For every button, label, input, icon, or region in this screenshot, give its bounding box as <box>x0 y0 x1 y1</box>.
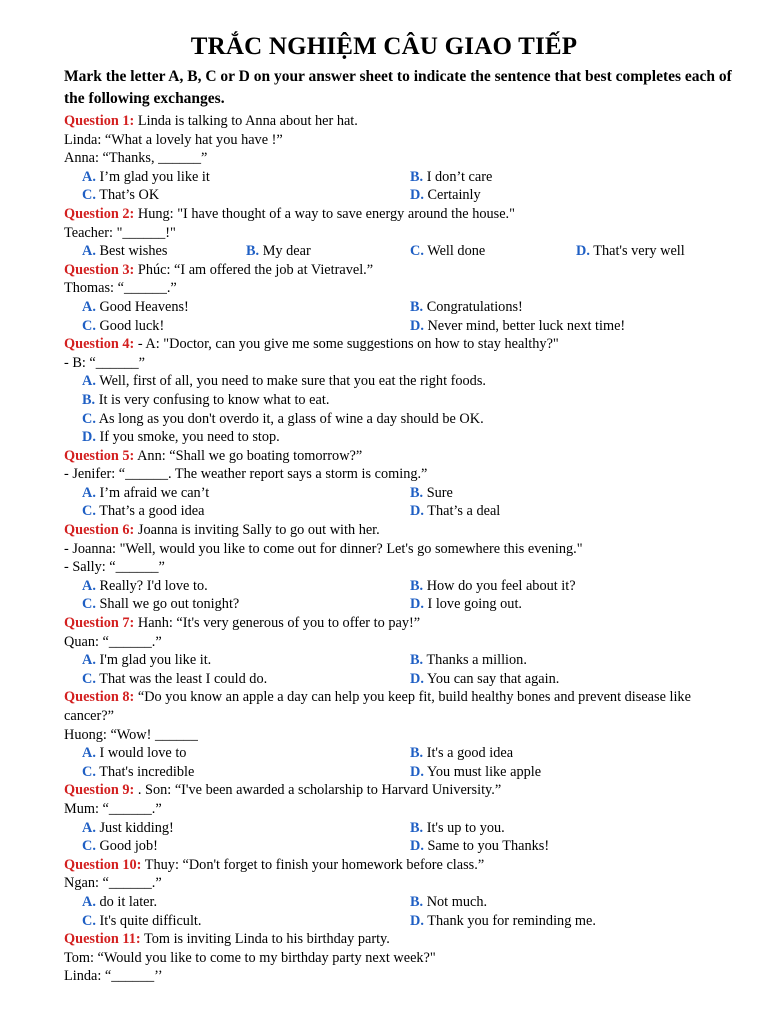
option-text: Never mind, better luck next time! <box>423 317 626 334</box>
dialogue-line: Tom: “Would you like to come to my birthday party next week?" <box>64 949 436 966</box>
option-letter: B. <box>410 484 424 501</box>
option-a[interactable] <box>82 819 174 838</box>
option-letter: A. <box>82 373 96 390</box>
question-label: Question 7: <box>64 615 135 632</box>
option-letter: C. <box>82 838 96 855</box>
option-text: You must like apple <box>423 763 542 780</box>
option-letter: A. <box>82 577 96 594</box>
dialogue-line: - Jenifer: “______. The weather report says a storm is coming.” <box>64 466 428 483</box>
dialogue-line: Quan: “______.” <box>64 633 162 650</box>
option-text: It's quite difficult. <box>95 912 202 929</box>
option-letter: A. <box>82 893 96 910</box>
option-text: If you smoke, you need to stop. <box>95 429 280 446</box>
option-letter: D. <box>410 763 424 780</box>
option-c[interactable] <box>82 186 159 205</box>
option-letter: C. <box>82 596 96 613</box>
option-letter: D. <box>410 187 424 204</box>
option-letter: A. <box>82 484 96 501</box>
option-letter: C. <box>82 912 96 929</box>
option-a[interactable] <box>82 744 186 763</box>
option-letter: B. <box>410 652 424 669</box>
option-letter: A. <box>82 652 96 669</box>
option-text: It's a good idea <box>423 745 514 762</box>
option-b[interactable] <box>82 391 329 410</box>
option-letter: C. <box>82 187 96 204</box>
question-1 <box>0 112 768 205</box>
option-text: That’s a good idea <box>95 503 205 520</box>
option-text: Best wishes <box>95 243 168 260</box>
question-label: Question 8: <box>64 689 135 706</box>
option-d[interactable] <box>410 763 541 782</box>
option-text: As long as you don't overdo it, a glass of wine a day should be OK. <box>95 410 484 427</box>
option-text: I’m afraid we can’t <box>95 484 210 501</box>
option-a[interactable] <box>82 577 208 596</box>
option-letter: A. <box>82 298 96 315</box>
option-text: It's up to you. <box>423 819 505 836</box>
option-c[interactable] <box>82 670 267 689</box>
option-text: I love going out. <box>423 596 522 613</box>
option-b[interactable] <box>410 484 453 503</box>
question-label: Question 9: <box>64 782 135 799</box>
question-text: Thuy: “Don't forget to finish your homework before class.” <box>141 856 485 873</box>
option-letter: B. <box>82 391 96 408</box>
option-text: I'm glad you like it. <box>95 652 212 669</box>
option-b[interactable] <box>410 893 487 912</box>
option-d[interactable] <box>410 317 625 336</box>
question-text: Linda is talking to Anna about her hat. <box>134 113 358 129</box>
option-text: Shall we go out tonight? <box>95 596 240 613</box>
option-a[interactable] <box>82 298 189 317</box>
option-b[interactable] <box>410 577 576 596</box>
question-2 <box>0 205 768 261</box>
dialogue-line: Huong: “Wow! ______ <box>64 726 198 743</box>
option-text: My dear <box>259 243 311 260</box>
option-letter: B. <box>410 819 424 836</box>
option-b[interactable] <box>410 819 505 838</box>
option-text: Same to you Thanks! <box>423 838 550 855</box>
question-label: Question 5: <box>64 447 135 464</box>
dialogue-line: Thomas: “______.” <box>64 280 177 297</box>
dialogue-line: - Sally: “______” <box>64 559 165 576</box>
option-text: Thanks a million. <box>423 652 527 669</box>
option-letter: D. <box>410 596 424 613</box>
option-letter: D. <box>410 317 424 334</box>
dialogue-line: Teacher: "______!" <box>64 224 176 241</box>
question-label: Question 1: <box>64 113 135 129</box>
option-letter: B. <box>410 745 424 762</box>
option-a[interactable] <box>82 893 157 912</box>
option-a[interactable] <box>82 484 209 503</box>
question-5 <box>0 447 768 521</box>
option-letter: D. <box>410 503 424 520</box>
question-8 <box>0 688 768 781</box>
option-b[interactable] <box>410 651 527 670</box>
option-text: Really? I'd love to. <box>95 577 208 594</box>
question-11 <box>0 930 768 986</box>
option-text: Thank you for reminding me. <box>423 912 596 929</box>
dialogue-line: Linda: “______’’ <box>64 968 163 985</box>
page-title: TRẮC NGHIỆM CÂU GIAO TIẾP <box>190 33 578 60</box>
option-letter: C. <box>82 317 96 334</box>
option-text: That’s a deal <box>423 503 501 520</box>
option-letter: B. <box>410 298 424 315</box>
option-text: I would love to <box>95 745 187 762</box>
option-text: Not much. <box>423 893 488 910</box>
option-letter: B. <box>410 577 424 594</box>
option-text: Good job! <box>95 838 158 855</box>
option-c[interactable] <box>82 912 201 931</box>
option-text: That's incredible <box>95 763 195 780</box>
option-text: Congratulations! <box>423 298 523 315</box>
option-letter: C. <box>82 670 96 687</box>
option-b[interactable] <box>246 242 311 261</box>
option-c[interactable] <box>82 837 158 856</box>
option-d[interactable] <box>410 670 559 689</box>
option-text: do it later. <box>95 893 158 910</box>
option-letter: A. <box>82 819 96 836</box>
option-letter: C. <box>82 503 96 520</box>
option-letter: B. <box>246 243 260 260</box>
option-text: How do you feel about it? <box>423 577 576 594</box>
question-label: Question 11: <box>64 931 141 948</box>
dialogue-line: Linda: “What a lovely hat you have !” <box>64 131 283 148</box>
option-d[interactable] <box>410 912 596 931</box>
dialogue-line: Ngan: “______.” <box>64 875 162 892</box>
option-letter: D. <box>410 838 424 855</box>
option-b[interactable] <box>410 298 523 317</box>
question-text: Hung: "I have thought of a way to save energy around the house." <box>134 205 515 222</box>
option-d[interactable] <box>576 242 685 261</box>
option-text: Well done <box>423 243 486 260</box>
option-text: That’s OK <box>95 187 160 204</box>
dialogue-line: - B: “______” <box>64 354 145 371</box>
question-text: . Son: “I've been awarded a scholarship to Harvard University.” <box>134 782 502 799</box>
option-text: I’m glad you like it <box>95 168 210 185</box>
option-text: Just kidding! <box>95 819 174 836</box>
question-label: Question 2: <box>64 205 135 222</box>
question-4 <box>0 335 768 447</box>
option-c[interactable] <box>82 595 239 614</box>
option-text: You can say that again. <box>423 670 560 687</box>
option-text: Sure <box>423 484 453 501</box>
option-d[interactable] <box>410 502 500 521</box>
option-letter: A. <box>82 243 96 260</box>
option-a[interactable] <box>82 168 210 187</box>
option-c[interactable] <box>410 242 485 261</box>
question-7 <box>0 614 768 688</box>
question-label: Question 3: <box>64 261 135 278</box>
option-c[interactable] <box>82 317 164 336</box>
question-6 <box>0 521 768 614</box>
option-text: That was the least I could do. <box>95 670 268 687</box>
question-text: Phúc: “I am offered the job at Vietravel.” <box>134 261 374 278</box>
option-a[interactable] <box>82 242 167 261</box>
option-letter: C. <box>82 410 96 427</box>
option-letter: D. <box>410 912 424 929</box>
instructions: Mark the letter A, B, C or D on your answer sheet to indicate the sentence that best completes each of the following exchanges. <box>64 68 732 107</box>
option-letter: B. <box>410 168 424 185</box>
question-10 <box>0 856 768 930</box>
option-text: Good luck! <box>95 317 165 334</box>
option-d[interactable] <box>410 186 481 205</box>
question-text: - A: "Doctor, can you give me some suggestions on how to stay healthy?" <box>134 336 559 353</box>
question-text: “Do you know an apple a day can help you keep fit, build healthy bones and prevent disease like cancer?” <box>64 689 691 724</box>
option-letter: D. <box>82 429 96 446</box>
option-a[interactable] <box>82 651 211 670</box>
question-text: Hanh: “It's very generous of you to offer to pay!” <box>134 615 421 632</box>
option-c[interactable] <box>82 410 484 429</box>
option-b[interactable] <box>410 744 513 763</box>
option-letter: A. <box>82 168 96 185</box>
question-label: Question 6: <box>64 522 135 539</box>
option-c[interactable] <box>82 502 204 521</box>
dialogue-line: Anna: “Thanks, ______” <box>64 150 208 167</box>
option-b[interactable] <box>410 168 492 187</box>
option-d[interactable] <box>82 428 280 447</box>
option-text: That's very well <box>589 243 685 260</box>
option-letter: A. <box>82 745 96 762</box>
option-a[interactable] <box>82 372 486 391</box>
option-c[interactable] <box>82 763 194 782</box>
option-letter: D. <box>576 243 590 260</box>
option-text: Good Heavens! <box>95 298 189 315</box>
dialogue-line: - Joanna: "Well, would you like to come out for dinner? Let's go somewhere this evening." <box>64 540 583 557</box>
option-d[interactable] <box>410 595 522 614</box>
option-text: Certainly <box>423 187 481 204</box>
question-text: Ann: “Shall we go boating tomorrow?” <box>134 447 363 464</box>
question-text: Tom is inviting Linda to his birthday party. <box>140 931 390 948</box>
option-letter: D. <box>410 670 424 687</box>
option-text: I don’t care <box>423 168 493 185</box>
option-text: It is very confusing to know what to eat. <box>95 391 330 408</box>
question-text: Joanna is inviting Sally to go out with her. <box>134 522 380 539</box>
option-letter: C. <box>82 763 96 780</box>
option-text: Well, first of all, you need to make sure that you eat the right foods. <box>95 373 486 390</box>
question-label: Question 10: <box>64 856 142 873</box>
option-d[interactable] <box>410 837 549 856</box>
option-letter: C. <box>410 243 424 260</box>
option-letter: B. <box>410 893 424 910</box>
question-3 <box>0 261 768 335</box>
question-9 <box>0 781 768 855</box>
dialogue-line: Mum: “______.” <box>64 800 162 817</box>
question-label: Question 4: <box>64 336 135 353</box>
